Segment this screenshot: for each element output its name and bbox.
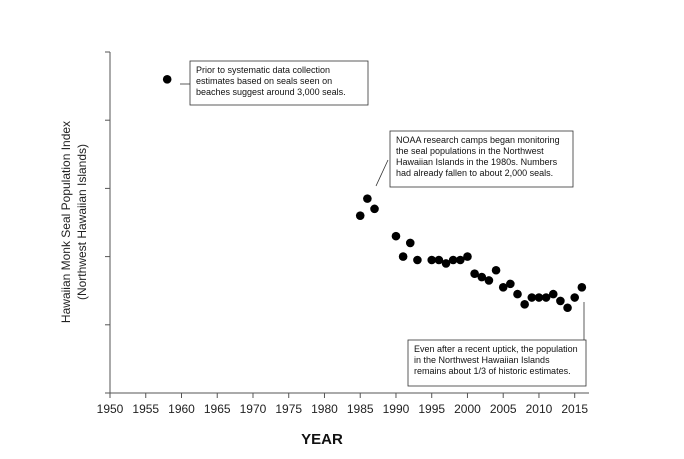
data-point (413, 256, 422, 265)
x-tick-label: 1995 (418, 402, 446, 416)
data-point (406, 239, 415, 248)
x-tick-label: 2005 (489, 402, 517, 416)
x-tick-label: 1975 (275, 402, 303, 416)
x-tick-label: 1980 (311, 402, 338, 416)
annotation-text-line: Hawaiian Islands in the 1980s. Numbers (396, 157, 558, 167)
x-tick-label: 2010 (525, 402, 553, 416)
x-tick-label: 1970 (239, 402, 267, 416)
x-tick-label: 1950 (96, 402, 124, 416)
data-point (549, 290, 558, 299)
x-tick-label: 1960 (168, 402, 195, 416)
annotation-text-line: estimates based on seals seen on (196, 76, 333, 86)
annotation-text-line: in the Northwest Hawaiian Islands (414, 355, 550, 365)
data-point (513, 290, 522, 299)
y-axis-label: Hawaiian Monk Seal Population Index (59, 120, 73, 324)
annotation-leader (376, 160, 388, 186)
x-tick-label: 1985 (346, 402, 374, 416)
x-tick-label: 2015 (561, 402, 589, 416)
x-tick-label: 1990 (382, 402, 410, 416)
data-point (370, 205, 379, 214)
data-point (520, 300, 529, 309)
annotation-text-line: had already fallen to about 2,000 seals. (396, 168, 554, 178)
data-point (563, 303, 572, 312)
data-point (485, 276, 494, 285)
data-point (492, 266, 501, 275)
annotation-text-line: beaches suggest around 3,000 seals. (196, 87, 346, 97)
data-point (392, 232, 401, 241)
data-point (556, 297, 565, 306)
annotation-text-line: Even after a recent uptick, the population (414, 344, 578, 354)
annotation-1 (180, 61, 368, 105)
data-point (506, 280, 515, 289)
data-point (163, 75, 172, 84)
x-axis-label: YEAR (301, 431, 343, 448)
x-tick-label: 1965 (203, 402, 231, 416)
annotation-3 (408, 302, 586, 386)
data-point (356, 211, 365, 220)
data-point (570, 293, 579, 302)
annotation-text-line: remains about 1/3 of historic estimates. (414, 366, 571, 376)
data-point (578, 283, 587, 292)
annotation-2 (376, 131, 573, 187)
x-tick-label: 1955 (132, 402, 160, 416)
x-tick-label: 2000 (454, 402, 481, 416)
data-point (363, 194, 372, 203)
data-point (463, 252, 472, 261)
data-point (399, 252, 408, 261)
annotation-text-line: NOAA research camps began monitoring (396, 135, 560, 145)
annotation-text-line: Prior to systematic data collection (196, 65, 331, 75)
annotation-text-line: the seal populations in the Northwest (396, 146, 544, 156)
y-axis-sublabel: (Northwest Hawaiian Islands) (75, 143, 89, 301)
